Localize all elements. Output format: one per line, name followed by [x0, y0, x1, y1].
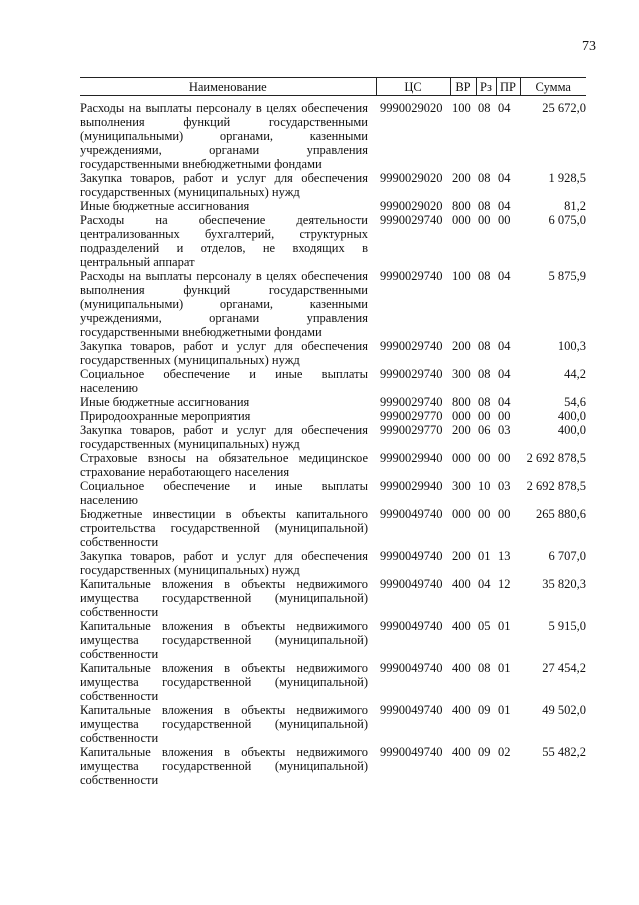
row-name-line: Капитальные вложения в объекты недвижимого	[80, 703, 368, 717]
row-name	[80, 367, 376, 395]
row-name-line: собственности	[80, 689, 159, 703]
row-name	[80, 96, 376, 172]
row-vr: 200	[452, 339, 471, 353]
row-name	[80, 213, 376, 269]
row-pr: 04	[498, 269, 511, 283]
table-row	[80, 199, 586, 213]
row-name	[80, 269, 376, 339]
row-pr: 03	[498, 479, 511, 493]
row-pr: 03	[498, 423, 511, 437]
row-name-line: Закупка товаров, работ и услуг для обеспечения	[80, 171, 368, 185]
row-vr: 400	[452, 661, 471, 675]
row-name-line: государственными внебюджетными фондами	[80, 325, 322, 339]
row-sum: 2 692 878,5	[526, 451, 586, 465]
row-sum: 49 502,0	[542, 703, 586, 717]
row-name-line: государственных (муниципальных) нужд	[80, 437, 300, 451]
row-rz: 10	[478, 479, 491, 493]
row-name-line: Закупка товаров, работ и услуг для обеспечения	[80, 549, 368, 563]
row-pr: 13	[498, 549, 511, 563]
row-name-line: Капитальные вложения в объекты недвижимого	[80, 619, 368, 633]
row-vr: 800	[452, 395, 471, 409]
row-vr: 000	[452, 451, 471, 465]
row-sum: 100,3	[557, 339, 586, 353]
row-pr: 00	[498, 507, 511, 521]
table-row	[80, 619, 586, 661]
row-pr: 12	[498, 577, 511, 591]
row-name-line: собственности	[80, 605, 159, 619]
row-pr: 00	[498, 409, 511, 423]
row-sum: 1 928,5	[548, 171, 586, 185]
row-pr: 04	[498, 171, 511, 185]
row-cs: 9990029020	[380, 171, 443, 185]
row-cs: 9990049740	[380, 507, 443, 521]
row-pr: 01	[498, 619, 511, 633]
row-sum: 5 915,0	[548, 619, 586, 633]
row-pr: 01	[498, 703, 511, 717]
row-name	[80, 703, 376, 745]
row-pr: 04	[498, 339, 511, 353]
row-pr: 00	[498, 451, 511, 465]
row-pr: 04	[498, 367, 511, 381]
row-vr: 400	[452, 745, 471, 759]
row-name-line: Страховые взносы на обязательное медицинское	[80, 451, 368, 465]
table-row	[80, 451, 586, 479]
row-sum: 54,6	[564, 395, 586, 409]
row-name-line: государственных (муниципальных) нужд	[80, 563, 300, 577]
row-vr: 200	[452, 423, 471, 437]
row-name	[80, 451, 376, 479]
row-cs: 9990029940	[380, 479, 443, 493]
table-header	[80, 78, 586, 96]
header-pr: ПР	[496, 78, 520, 96]
row-name-line: Капитальные вложения в объекты недвижимого	[80, 577, 368, 591]
row-name-line: Расходы на обеспечение деятельности	[80, 213, 368, 227]
row-name-line: государственными внебюджетными фондами	[80, 157, 322, 171]
table-row	[80, 507, 586, 549]
table-row	[80, 703, 586, 745]
row-name-line: Иные бюджетные ассигнования	[80, 395, 250, 409]
row-rz: 06	[478, 423, 491, 437]
row-name	[80, 619, 376, 661]
row-vr: 800	[452, 199, 471, 213]
row-sum: 400,0	[557, 423, 586, 437]
row-rz: 08	[478, 101, 491, 115]
row-sum: 265 880,6	[536, 507, 586, 521]
row-sum: 6 707,0	[548, 549, 586, 563]
row-name-line: Закупка товаров, работ и услуг для обеспечения	[80, 339, 368, 353]
row-rz: 00	[478, 213, 491, 227]
row-name	[80, 199, 376, 213]
row-vr: 400	[452, 703, 471, 717]
row-name-line: (муниципальными) органами, казенными	[80, 129, 368, 143]
row-vr: 200	[452, 549, 471, 563]
row-rz: 09	[478, 703, 491, 717]
row-rz: 08	[478, 199, 491, 213]
row-vr: 000	[452, 213, 471, 227]
row-name-line: имущества государственной (муниципальной)	[80, 591, 368, 605]
row-name-line: Социальное обеспечение и иные выплаты	[80, 479, 368, 493]
table-row	[80, 479, 586, 507]
row-name	[80, 395, 376, 409]
row-cs: 9990029770	[380, 409, 443, 423]
row-name-line: Капитальные вложения в объекты недвижимого	[80, 745, 368, 759]
table-row	[80, 367, 586, 395]
row-name	[80, 549, 376, 577]
row-name-line: центральный аппарат	[80, 255, 195, 269]
row-name-line: Закупка товаров, работ и услуг для обеспечения	[80, 423, 368, 437]
row-name	[80, 507, 376, 549]
row-rz: 08	[478, 171, 491, 185]
row-sum: 27 454,2	[542, 661, 586, 675]
row-sum: 2 692 878,5	[526, 479, 586, 493]
row-name-line: страхование неработающего населения	[80, 465, 290, 479]
table-row	[80, 339, 586, 367]
row-name-line: собственности	[80, 731, 159, 745]
table-row	[80, 395, 586, 409]
table-row	[80, 549, 586, 577]
row-vr: 100	[452, 101, 471, 115]
row-vr: 400	[452, 577, 471, 591]
row-rz: 08	[478, 661, 491, 675]
table-body	[80, 96, 586, 788]
row-rz: 08	[478, 395, 491, 409]
table-row	[80, 213, 586, 269]
table-row	[80, 269, 586, 339]
row-name-line: собственности	[80, 773, 159, 787]
row-rz: 00	[478, 409, 491, 423]
row-cs: 9990029020	[380, 101, 443, 115]
row-rz: 08	[478, 367, 491, 381]
row-name-line: имущества государственной (муниципальной)	[80, 717, 368, 731]
table-row	[80, 409, 586, 423]
row-cs: 9990049740	[380, 703, 443, 717]
row-name-line: строительства государственной (муниципальной)	[80, 521, 368, 535]
row-name	[80, 171, 376, 199]
budget-table	[80, 77, 586, 787]
row-name-line: выполнения функций государственными	[80, 115, 368, 129]
page-number: 73	[582, 39, 596, 54]
row-name-line: населению	[80, 493, 138, 507]
row-rz: 08	[478, 269, 491, 283]
row-pr: 00	[498, 213, 511, 227]
row-name-line: централизованных бухгалтерий, структурных	[80, 227, 368, 241]
row-cs: 9990029740	[380, 339, 443, 353]
row-cs: 9990029940	[380, 451, 443, 465]
row-rz: 00	[478, 451, 491, 465]
row-cs: 9990049740	[380, 619, 443, 633]
row-rz: 08	[478, 339, 491, 353]
row-cs: 9990049740	[380, 661, 443, 675]
row-name-line: (муниципальными) органами, казенными	[80, 297, 368, 311]
row-vr: 400	[452, 619, 471, 633]
row-sum: 400,0	[557, 409, 586, 423]
row-sum: 25 672,0	[542, 101, 586, 115]
row-name-line: Расходы на выплаты персоналу в целях обеспечения	[80, 269, 368, 283]
table-row	[80, 577, 586, 619]
row-sum: 6 075,0	[548, 213, 586, 227]
row-name	[80, 577, 376, 619]
row-name-line: собственности	[80, 535, 159, 549]
row-vr: 100	[452, 269, 471, 283]
row-name-line: государственных (муниципальных) нужд	[80, 185, 300, 199]
row-vr: 200	[452, 171, 471, 185]
row-vr: 300	[452, 479, 471, 493]
row-vr: 000	[452, 507, 471, 521]
table-row	[80, 661, 586, 703]
row-name	[80, 339, 376, 367]
row-cs: 9990029740	[380, 395, 443, 409]
row-name	[80, 661, 376, 703]
row-name-line: Иные бюджетные ассигнования	[80, 199, 250, 213]
header-name: Наименование	[80, 78, 376, 96]
row-name-line: имущества государственной (муниципальной)	[80, 759, 368, 773]
row-name-line: Капитальные вложения в объекты недвижимого	[80, 661, 368, 675]
row-cs: 9990049740	[380, 577, 443, 591]
table-row	[80, 171, 586, 199]
header-cs: ЦС	[376, 78, 450, 96]
row-name	[80, 423, 376, 451]
row-vr: 000	[452, 409, 471, 423]
table-row	[80, 745, 586, 787]
row-name-line: учреждениями, органами управления	[80, 311, 368, 325]
row-pr: 01	[498, 661, 511, 675]
row-cs: 9990029740	[380, 213, 443, 227]
header-rz: Рз	[476, 78, 496, 96]
table-row	[80, 423, 586, 451]
row-cs: 9990029740	[380, 269, 443, 283]
table-row	[80, 96, 586, 172]
row-pr: 04	[498, 395, 511, 409]
row-pr: 02	[498, 745, 511, 759]
row-rz: 01	[478, 549, 491, 563]
row-cs: 9990029770	[380, 423, 443, 437]
row-rz: 00	[478, 507, 491, 521]
row-vr: 300	[452, 367, 471, 381]
row-name-line: Природоохранные мероприятия	[80, 409, 251, 423]
row-name	[80, 745, 376, 787]
row-name-line: имущества государственной (муниципальной)	[80, 633, 368, 647]
row-cs: 9990029740	[380, 367, 443, 381]
header-vr: ВР	[450, 78, 476, 96]
row-name	[80, 479, 376, 507]
row-name-line: Расходы на выплаты персоналу в целях обеспечения	[80, 101, 368, 115]
row-rz: 09	[478, 745, 491, 759]
row-sum: 5 875,9	[548, 269, 586, 283]
row-rz: 05	[478, 619, 491, 633]
row-cs: 9990049740	[380, 549, 443, 563]
row-sum: 81,2	[564, 199, 586, 213]
row-name-line: собственности	[80, 647, 159, 661]
row-cs: 9990049740	[380, 745, 443, 759]
row-name-line: Социальное обеспечение и иные выплаты	[80, 367, 368, 381]
row-pr: 04	[498, 101, 511, 115]
row-name-line: подразделений и отделов, не входящих в	[80, 241, 368, 255]
row-name-line: государственных (муниципальных) нужд	[80, 353, 300, 367]
row-name-line: Бюджетные инвестиции в объекты капитального	[80, 507, 368, 521]
row-sum: 55 482,2	[542, 745, 586, 759]
row-name	[80, 409, 376, 423]
row-pr: 04	[498, 199, 511, 213]
row-name-line: учреждениями, органами управления	[80, 143, 368, 157]
row-rz: 04	[478, 577, 491, 591]
row-sum: 44,2	[564, 367, 586, 381]
row-name-line: имущества государственной (муниципальной)	[80, 675, 368, 689]
row-name-line: населению	[80, 381, 138, 395]
row-cs: 9990029020	[380, 199, 443, 213]
row-name-line: выполнения функций государственными	[80, 283, 368, 297]
header-sum: Сумма	[520, 78, 586, 96]
row-sum: 35 820,3	[542, 577, 586, 591]
